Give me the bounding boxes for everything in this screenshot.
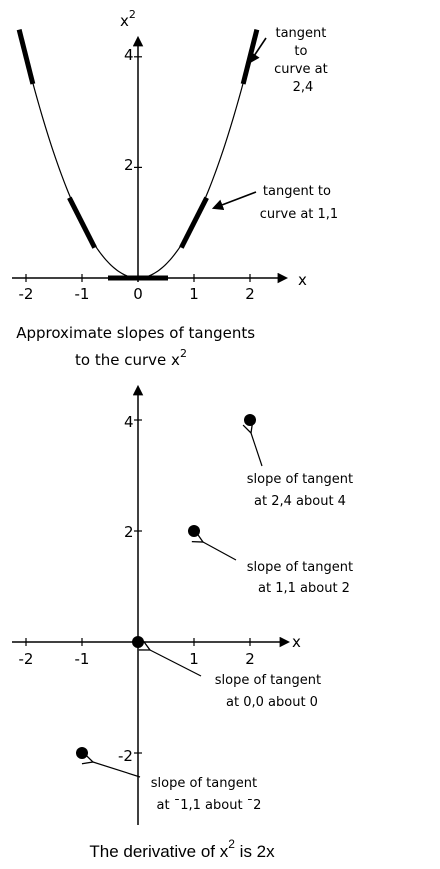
tangent-segment bbox=[19, 30, 33, 84]
bottom-x-tick-label: -2 bbox=[18, 650, 34, 668]
top-caption: Approximate slopes of tangents to the curve $x^2$ bbox=[16, 324, 256, 369]
tangent-segment bbox=[243, 30, 257, 84]
top-y-axis-label: $x^2$ bbox=[120, 8, 136, 30]
top-y-tick-label: 4 bbox=[124, 46, 134, 64]
annotation-arrow bbox=[214, 192, 256, 208]
top-x-tick-label: 2 bbox=[245, 285, 255, 303]
annotation-slope-2-4: slope of tangent at 2,4 about 4 bbox=[246, 472, 354, 509]
annotation-slope-neg1: slope of tangent at ¯1,1 about ¯2 bbox=[150, 776, 262, 813]
bottom-y-tick-label: 2 bbox=[124, 523, 134, 541]
bottom-y-tick-label: -2 bbox=[118, 747, 133, 765]
bottom-x-tick-label: -1 bbox=[74, 650, 90, 668]
annotation-arrow bbox=[251, 433, 262, 466]
annotation-tangent-1-1: tangent to curve at 1,1 bbox=[259, 184, 339, 222]
annotation-tangent-2-4: tangent to curve at 2,4 bbox=[274, 26, 328, 95]
top-x-tick-label: -1 bbox=[74, 285, 90, 303]
bottom-caption: The derivative of $x^2$ is 2x bbox=[89, 837, 275, 861]
top-x-tick-label: -2 bbox=[18, 285, 34, 303]
top-x-axis-label: x bbox=[298, 271, 307, 289]
annotation-slope-0-0: slope of tangent at 0,0 about 0 bbox=[214, 673, 322, 710]
bottom-x-tick-label: 1 bbox=[189, 650, 199, 668]
data-point bbox=[132, 636, 144, 648]
tangent-segment bbox=[181, 198, 206, 248]
bottom-chart bbox=[12, 387, 357, 861]
top-x-tick-label: 1 bbox=[189, 285, 199, 303]
data-point bbox=[244, 414, 256, 426]
data-point bbox=[76, 747, 88, 759]
tangent-segment bbox=[69, 198, 94, 248]
annotation-slope-1-1: slope of tangent at 1,1 about 2 bbox=[246, 560, 354, 596]
data-point bbox=[188, 525, 200, 537]
bottom-x-tick-label: 2 bbox=[245, 650, 255, 668]
top-chart bbox=[12, 8, 338, 369]
annotation-arrow bbox=[203, 542, 236, 560]
top-x-tick-label: 0 bbox=[133, 285, 143, 303]
top-y-tick-label: 2 bbox=[124, 156, 134, 174]
bottom-x-axis-label: x bbox=[292, 633, 301, 651]
bottom-y-tick-label: 4 bbox=[124, 413, 134, 431]
